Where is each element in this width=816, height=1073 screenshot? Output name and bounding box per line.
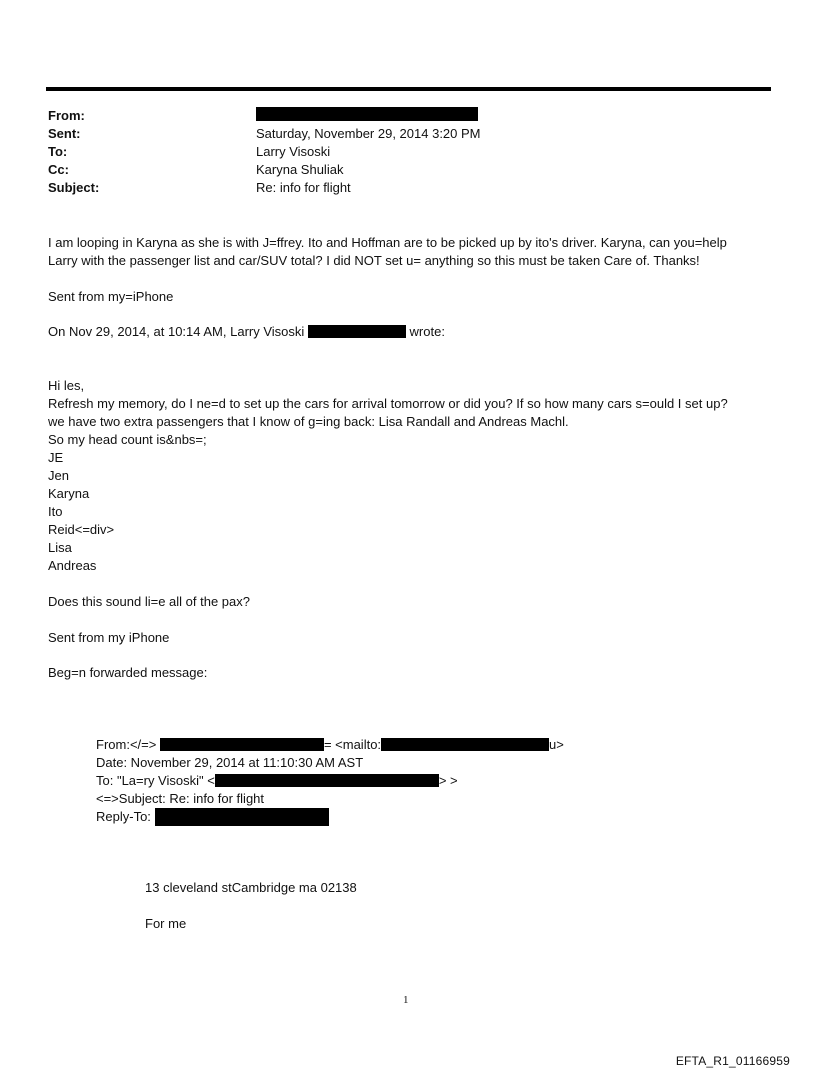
begin-forwarded-message: Beg=n forwarded message: (48, 665, 208, 680)
fwd-from-name-redaction (160, 738, 324, 751)
question-line3: So my head count is&nbs=; (48, 432, 207, 447)
fwd-from-end: u> (549, 737, 564, 752)
head-count-name: Ito (48, 504, 63, 519)
fwd-from-line (96, 736, 564, 754)
header-rule (46, 87, 771, 91)
fwd-from-mailto: = <mailto: (323, 737, 382, 752)
page-number: 1 (403, 994, 409, 1006)
subject-label: Subject: (48, 180, 100, 195)
quote-intro (48, 323, 445, 341)
fwd-to-line (96, 772, 458, 790)
fwd-from-prefix: From:</=> (96, 737, 157, 752)
head-count-name: Andreas (48, 558, 97, 573)
sent-value: Saturday, November 29, 2014 3:20 PM (256, 126, 481, 141)
fwd-date: Date: November 29, 2014 at 11:10:30 AM AST (96, 755, 364, 770)
subject-value: Re: info for flight (256, 180, 351, 195)
fwd-reply-to-redaction (155, 808, 329, 826)
sent-from-iphone-1: Sent from my=iPhone (48, 289, 174, 304)
fwd-reply-to-label: Reply-To: (96, 809, 151, 824)
quote-intro-wrote: wrote: (409, 324, 445, 339)
body-para1-line2: Larry with the passenger list and car/SUV total? I did NOT set u= anything so this must be taken Care of. Thanks! (48, 253, 700, 268)
bates-number: EFTA_R1_01166959 (675, 1054, 790, 1068)
sent-label: Sent: (48, 126, 81, 141)
greeting: Hi les, (48, 378, 85, 393)
cc-value: Karyna Shuliak (256, 162, 344, 177)
address-line: 13 cleveland stCambridge ma 02138 (145, 880, 357, 895)
head-count-name: Jen (48, 468, 69, 483)
sent-from-iphone-2: Sent from my iPhone (48, 630, 170, 645)
quote-intro-text: On Nov 29, 2014, at 10:14 AM, Larry Visoski (48, 324, 305, 339)
question-line2: we have two extra passengers that I know of g=ing back: Lisa Randall and Andreas Machl. (48, 414, 569, 429)
pax-question: Does this sound li=e all of the pax? (48, 594, 250, 609)
head-count-name: JE (48, 450, 64, 465)
fwd-to-end: > > (438, 773, 458, 788)
head-count-name: Lisa (48, 540, 72, 555)
fwd-to-prefix: To: "La=ry Visoski" < (96, 773, 215, 788)
cc-label: Cc: (48, 162, 69, 177)
for-me-line: For me (145, 916, 187, 931)
to-value: Larry Visoski (256, 144, 331, 159)
fwd-to-email-redaction (215, 774, 439, 787)
fwd-from-email-redaction (381, 738, 549, 751)
head-count-name: Reid<=div> (48, 522, 115, 537)
fwd-reply-to-line (96, 808, 329, 826)
question-line1: Refresh my memory, do I ne=d to set up the cars for arrival tomorrow or did you? If so how many cars s=ould I set up? (48, 396, 728, 411)
fwd-subject: <=>Subject: Re: info for flight (96, 791, 265, 806)
from-label: From: (48, 108, 85, 123)
head-count-name: Karyna (48, 486, 90, 501)
sender-email-redaction (308, 325, 406, 338)
to-label: To: (48, 144, 68, 159)
body-para1-line1: I am looping in Karyna as she is with J=ffrey. Ito and Hoffman are to be picked up by ito's driver. Karyna, can you=help (48, 235, 727, 250)
from-redaction (256, 107, 478, 121)
